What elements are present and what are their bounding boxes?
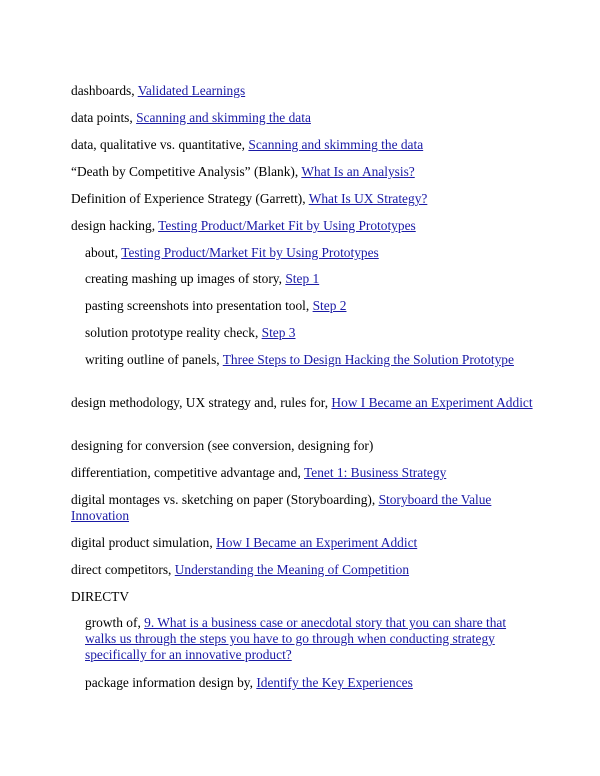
index-subentry-package-information-design <box>85 675 536 691</box>
entry-term: direct competitors, <box>71 562 175 577</box>
index-entry-digital-montages <box>71 492 536 524</box>
index-subentry-solution-prototype <box>85 325 536 341</box>
index-entry-definition-of-experience-strategy <box>71 191 536 207</box>
entry-term: design methodology, UX strategy and, rules for, <box>71 395 332 410</box>
entry-term: creating mashing up images of story, <box>85 271 286 286</box>
entry-link[interactable]: Testing Product/Market Fit by Using Prototypes <box>121 245 379 260</box>
index-entry-data-points <box>71 110 536 126</box>
entry-link[interactable]: Step 2 <box>312 298 347 313</box>
entry-link[interactable]: How I Became an Experiment Addict <box>216 535 418 550</box>
entry-link[interactable]: Three Steps to Design Hacking the Solution Prototype <box>222 352 514 367</box>
entry-term: writing outline of panels, <box>85 352 223 367</box>
index-subentry-creating-mashing <box>85 271 536 287</box>
index-entry-differentiation <box>71 465 536 481</box>
index-entry-death-by-competitive-analysis <box>71 164 536 180</box>
entry-link[interactable]: 9. What is a business case or anecdotal story that you can share that walks us through the steps you have to go through when conducting strategy specifically for an innovative product? <box>85 615 507 662</box>
entry-link[interactable]: Scanning and skimming the data <box>248 137 424 152</box>
index-entry-directv <box>71 589 536 605</box>
entry-term: pasting screenshots into presentation tool, <box>85 298 313 313</box>
index-subentry-growth-of <box>85 615 536 663</box>
entry-term: digital montages vs. sketching on paper (Storyboarding), <box>71 492 379 507</box>
entry-link[interactable]: Validated Learnings <box>137 83 246 98</box>
entry-link[interactable]: Identify the Key Experiences <box>256 675 413 690</box>
index-subentry-writing-outline <box>85 352 536 368</box>
entry-link[interactable]: Storyboard the Value Innovation <box>71 492 492 523</box>
entry-link[interactable]: What Is UX Strategy? <box>308 191 428 206</box>
index-entry-designing-for-conversion <box>71 438 536 454</box>
index-entry-design-methodology <box>71 395 536 411</box>
index-subentry-pasting-screenshots <box>85 298 536 314</box>
entry-term: data, qualitative vs. quantitative, <box>71 137 249 152</box>
entry-term: differentiation, competitive advantage and, <box>71 465 305 480</box>
entry-term: Definition of Experience Strategy (Garrett), <box>71 191 309 206</box>
index-entry-dashboards <box>71 83 536 99</box>
index-entry-digital-product-simulation <box>71 535 536 551</box>
entry-term: data points, <box>71 110 137 125</box>
entry-term: package information design by, <box>85 675 257 690</box>
index-entry-direct-competitors <box>71 562 536 578</box>
entry-term: DIRECTV <box>71 589 130 604</box>
entry-link[interactable]: What Is an Analysis? <box>301 164 415 179</box>
entry-term: dashboards, <box>71 83 138 98</box>
index-subentry-about <box>85 245 536 261</box>
entry-link[interactable]: Testing Product/Market Fit by Using Prototypes <box>158 218 416 233</box>
entry-link[interactable]: Understanding the Meaning of Competition <box>174 562 410 577</box>
entry-link[interactable]: Step 1 <box>285 271 320 286</box>
entry-term: design hacking, <box>71 218 159 233</box>
entry-term: “Death by Competitive Analysis” (Blank), <box>71 164 302 179</box>
entry-link[interactable]: Step 3 <box>261 325 296 340</box>
entry-link[interactable]: How I Became an Experiment Addict <box>331 395 533 410</box>
entry-term: about, <box>85 245 122 260</box>
entry-term: growth of, <box>85 615 145 630</box>
entry-link[interactable]: Tenet 1: Business Strategy <box>304 465 447 480</box>
entry-term: digital product simulation, <box>71 535 217 550</box>
index-entry-data-qualitative <box>71 137 536 153</box>
entry-term: solution prototype reality check, <box>85 325 262 340</box>
index-entry-design-hacking <box>71 218 536 234</box>
entry-link[interactable]: Scanning and skimming the data <box>136 110 311 125</box>
entry-term: designing for conversion (see conversion, designing for) <box>71 438 374 453</box>
